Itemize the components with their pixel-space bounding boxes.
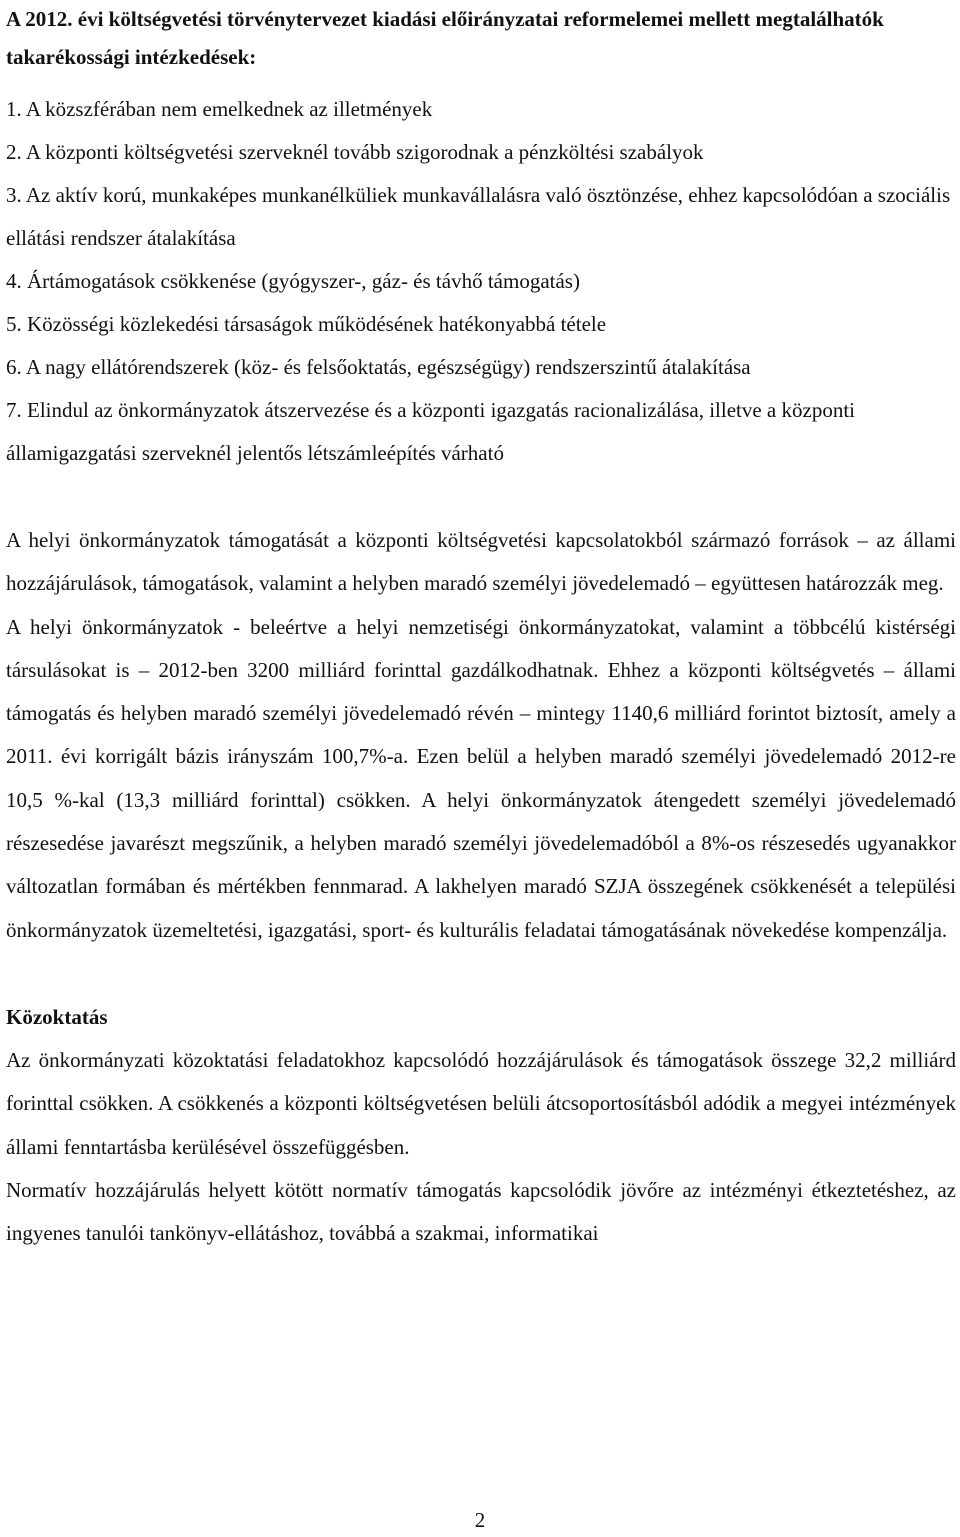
- local-gov-detail-paragraph: A helyi önkormányzatok - beleértve a helyi nemzetiségi önkormányzatokat, valamint a többcélú kistérségi társulásokat is – 2012-ben 3200 milliárd forinttal gazdálkodhatnak. Ehhez a központi költségvetés – állami támogatás és helyben maradó személyi jövedelemadó révén – mintegy 1140,6 milliárd forintot biztosít, amely a 2011. évi korrigált bázis irányszám 100,7%-a. Ezen belül a helyben maradó személyi jövedelemadó 2012-re 10,5 %-kal (13,3 milliárd forinttal) csökken. A helyi önkormányzatok átengedett személyi jövedelemadó részesedése javarészt megszűnik, a helyben maradó személyi jövedelemadóból a 8%-os részesedés ugyanakkor változatlan formában és mértékben fennmarad. A lakhelyen maradó SZJA összegének csökkenését a települési önkormányzatok üzemeltetési, igazgatási, sport- és kulturális feladatai támogatásának növekedése kompenzálja.: [6, 614, 956, 942]
- education-paragraph-1: Az önkormányzati közoktatási feladatokhoz kapcsolódó hozzájárulások és támogatások összege 32,2 milliárd forinttal csökken. A csökkenés a központi költségvetésen belüli átcsoportosításból adódik a megyei intézmények állami fenntartásba kerülésével összefüggésben.: [6, 1047, 956, 1159]
- local-gov-intro-paragraph: A helyi önkormányzatok támogatását a központi költségvetési kapcsolatokból származó források – az állami hozzájárulások, támogatások, valamint a helyben maradó személyi jövedelemadó – együttesen határozzák meg.: [6, 528, 956, 596]
- document-heading: A 2012. évi költségvetési törvénytervezet kiadási előirányzatai reformelemei mellett megtalálhatók takarékossági intézkedések:: [6, 7, 884, 69]
- list-item: 7. Elindul az önkormányzatok átszervezése és a központi igazgatás racionalizálása, illetve a központi államigazgatási szerveknél jelentős létszámleépítés várható: [6, 398, 855, 465]
- education-section-title: Közoktatás: [6, 1004, 108, 1029]
- page-number: 2: [474, 1508, 486, 1532]
- measures-list: [6, 88, 956, 475]
- list-item: 1. A közszférában nem emelkednek az illetmények: [6, 97, 433, 121]
- list-item: 2. A központi költségvetési szerveknél tovább szigorodnak a pénzköltési szabályok: [6, 140, 704, 164]
- education-paragraph-2: Normatív hozzájárulás helyett kötött normatív támogatás kapcsolódik jövőre az intézményi étkeztetéshez, az ingyenes tanulói tankönyv-ellátáshoz, továbbá a szakmai, informatikai: [6, 1177, 956, 1246]
- list-item: 5. Közösségi közlekedési társaságok működésének hatékonyabbá tétele: [6, 312, 607, 336]
- list-item: 3. Az aktív korú, munkaképes munkanélküliek munkavállalásra való ösztönzése, ehhez kapcsolódóan a szociális ellátási rendszer átalakítása: [6, 183, 951, 250]
- document-page: [6, 0, 956, 1255]
- list-item: 6. A nagy ellátórendszerek (köz- és felsőoktatás, egészségügy) rendszerszintű átalakítása: [6, 355, 751, 379]
- list-item: 4. Ártámogatások csökkenése (gyógyszer-, gáz- és távhő támogatás): [6, 269, 580, 293]
